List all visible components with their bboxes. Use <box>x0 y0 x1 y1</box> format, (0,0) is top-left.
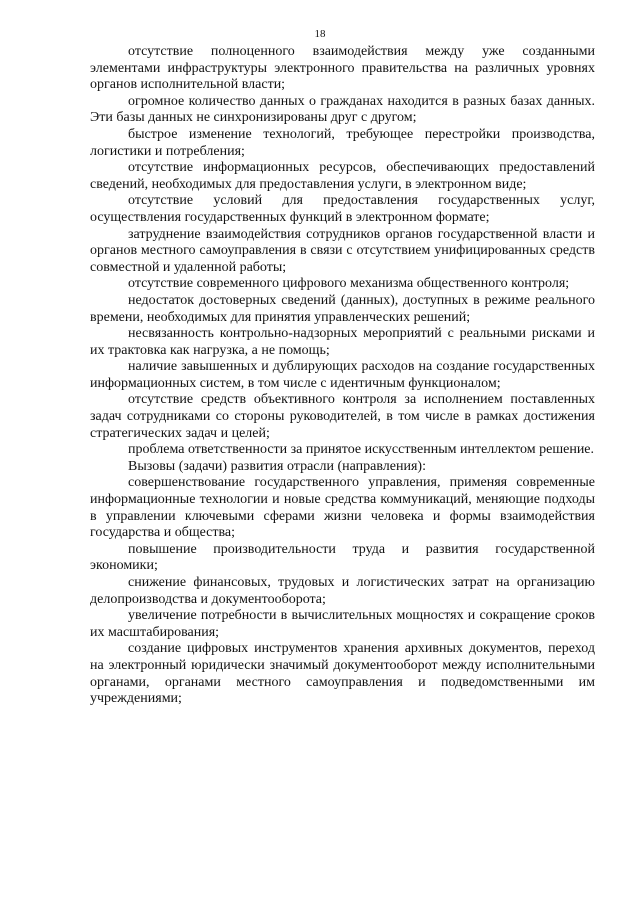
document-body <box>90 44 595 708</box>
paragraph-4: отсутствие информационных ресурсов, обеспечивающих предоставлений сведений, необходимых для предоставления услуги, в электронном виде; <box>90 160 595 192</box>
paragraph-9: несвязанность контрольно-надзорных мероприятий с реальными рисками и их трактовка как нагрузка, а не помощь; <box>90 326 595 358</box>
paragraph-16: снижение финансовых, трудовых и логистических затрат на организацию делопроизводства и документооборота; <box>90 575 595 607</box>
paragraph-18: создание цифровых инструментов хранения архивных документов, переход на электронный юридически значимый документооборот между исполнительными органами, органами местного самоуправления и подведомственными им учреждениями; <box>90 641 595 707</box>
paragraph-7: отсутствие современного цифрового механизма общественного контроля; <box>128 276 570 292</box>
page-number: 18 <box>314 28 326 40</box>
paragraph-3: быстрое изменение технологий, требующее перестройки производства, логистики и потребления; <box>90 126 595 159</box>
paragraph-8: недостаток достоверных сведений (данных), доступных в режиме реального времени, необходимых для принятия управленческих решений; <box>90 292 595 325</box>
paragraph-11: отсутствие средств объективного контроля за исполнением поставленных задач сотрудниками со стороны руководителей, в том числе в рамках достижения стратегических задач и целей; <box>90 392 595 441</box>
paragraph-5: отсутствие условий для предоставления государственных услуг, осуществления государственных функций в электронном формате; <box>90 193 595 225</box>
paragraph-10: наличие завышенных и дублирующих расходов на создание государственных информационных систем, в том числе с идентичным функционалом; <box>90 359 595 391</box>
paragraph-6: затруднение взаимодействия сотрудников органов государственной власти и органов местного самоуправления в связи с отсутствием унифицированных средств совместной и удаленной работы; <box>90 226 595 275</box>
paragraph-15: повышение производительности труда и развития государственной экономики; <box>90 541 595 574</box>
paragraph-1: отсутствие полноценного взаимодействия между уже созданными элементами инфраструктуры электронного правительства на различных уровнях органов исполнительной власти; <box>90 44 595 93</box>
section-intro: Вызовы (задачи) развития отрасли (направления): <box>128 458 426 474</box>
paragraph-2: огромное количество данных о гражданах находится в разных базах данных. Эти базы данных не синхронизированы друг с другом; <box>90 93 595 126</box>
paragraph-14: совершенствование государственного управления, применяя современные информационные технологии и новые средства коммуникаций, меняющие подходы в управлении ключевыми сферами жизни человека и формы взаимодействия государства и общества; <box>90 475 595 541</box>
paragraph-17: увеличение потребности в вычислительных мощностях и сокращение сроков их масштабирования; <box>90 608 595 640</box>
paragraph-12: проблема ответственности за принятое искусственным интеллектом решение. <box>128 442 595 458</box>
